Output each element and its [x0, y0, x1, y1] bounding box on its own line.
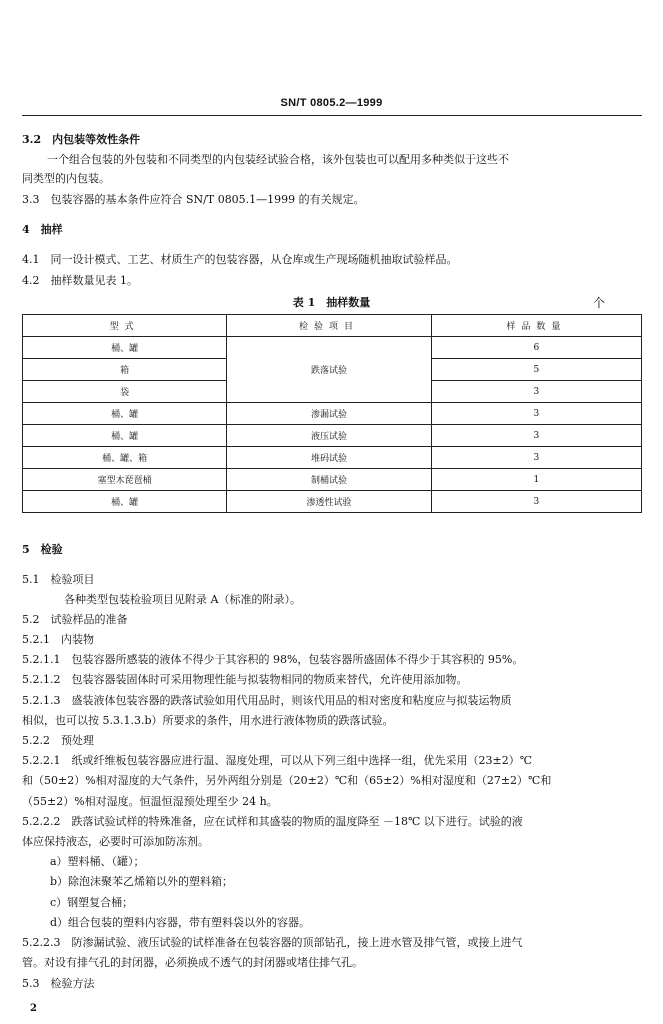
- cell-type: 塞型木琵琶桶: [23, 469, 227, 491]
- cell-test: 渗漏试验: [227, 403, 431, 425]
- cell-qty: 3: [431, 403, 641, 425]
- table-header-row: [23, 315, 642, 337]
- cell-type: 桶、罐: [23, 403, 227, 425]
- clause-5-2-1-3: 5.2.1.3 盛装液体包装容器的跌落试验如用代用品时，则该代用品的相对密度和粘度应与拟装运物质: [22, 694, 512, 707]
- page-number: 2: [30, 1003, 37, 1014]
- cell-type: 袋: [23, 381, 227, 403]
- cell-qty: 1: [431, 469, 641, 491]
- clause-5-2-2-2: 5.2.2.2 跌落试验试样的特殊准备，应在试样和其盛装的物质的温度降至 －18℃ 以下进行。试验的液: [22, 815, 523, 828]
- header-rule: [22, 115, 642, 116]
- list-item: c）钢塑复合桶；: [50, 896, 134, 909]
- clause-5-2-2-1: 5.2.2.1 纸或纤维板包装容器应进行温、湿度处理，可以从下列三组中选择一组，优先采用（23±2）℃: [22, 754, 532, 767]
- paragraph-line: 和（50±2）%相对湿度的大气条件，另外两组分别是（20±2）℃和（65±2）%相对湿度和（27±2）℃和: [22, 774, 552, 787]
- paragraph-line: 一个组合包装的外包装和不同类型的内包装经试验合格，该外包装也可以配用多种类似于这些不: [47, 153, 509, 166]
- clause-5-2-1: 5.2.1 内装物: [22, 633, 94, 646]
- table-row: [23, 447, 642, 469]
- table-row: [23, 425, 642, 447]
- list-item: b）除泡沫聚苯乙烯箱以外的塑料箱；: [50, 875, 234, 888]
- header-sample-qty: 样品数量: [431, 315, 641, 337]
- header-test-item: 检验项目: [227, 315, 431, 337]
- clause-5-1: 5.1 检验项目: [22, 573, 95, 586]
- cell-qty: 3: [431, 425, 641, 447]
- cell-type: 桶、罐: [23, 491, 227, 513]
- clause-5-2: 5.2 试验样品的准备: [22, 613, 128, 626]
- cell-type: 箱: [23, 359, 227, 381]
- clause-3-3: 3.3 包装容器的基本条件应符合 SN/T 0805.1—1999 的有关规定。: [22, 193, 365, 206]
- paragraph-line: 各种类型包装检验项目见附录 A（标准的附录）。: [64, 593, 301, 606]
- cell-type: 桶、罐、箱: [23, 447, 227, 469]
- clause-3-2: 3.2 内包装等效性条件: [22, 133, 141, 146]
- cell-qty: 3: [431, 381, 641, 403]
- cell-test: 渗透性试验: [227, 491, 431, 513]
- cell-test: 堆码试验: [227, 447, 431, 469]
- paragraph-line: 相似，也可以按 5.3.1.3.b）所要求的条件，用水进行液体物质的跌落试验。: [22, 714, 394, 727]
- standard-code-header: SN/T 0805.2—1999: [280, 97, 383, 109]
- cell-qty: 3: [431, 447, 641, 469]
- cell-type: 桶、罐: [23, 337, 227, 359]
- paragraph-line: （55±2）%相对湿度。恒温恒湿预处理至少 24 h。: [22, 795, 278, 808]
- table-row: [23, 469, 642, 491]
- clause-4-2: 4.2 抽样数量见表 1。: [22, 274, 138, 287]
- table-row: [23, 491, 642, 513]
- paragraph-line: 同类型的内包装。: [22, 172, 110, 185]
- cell-qty: 6: [431, 337, 641, 359]
- clause-5-2-2-3: 5.2.2.3 防渗漏试验、液压试验的试样准备在包装容器的顶部钻孔，接上进水管及排气管，或接上进气: [22, 936, 523, 949]
- table-title: 表 1 抽样数量: [292, 296, 371, 309]
- header-type: 型式: [23, 315, 227, 337]
- cell-test: 液压试验: [227, 425, 431, 447]
- cell-type: 桶、罐: [23, 425, 227, 447]
- cell-test: 制桶试验: [227, 469, 431, 491]
- paragraph-line: 管。对设有排气孔的封闭器，必须换成不透气的封闭器或堵住排气孔。: [22, 956, 363, 969]
- clause-5-2-2: 5.2.2 预处理: [22, 734, 94, 747]
- clause-5-2-1-2: 5.2.1.2 包装容器装固体时可采用物理性能与拟装物相同的物质来替代，允许使用添加物。: [22, 673, 468, 686]
- paragraph-line: 体应保持液态，必要时可添加防冻剂。: [22, 835, 209, 848]
- list-item: a）塑料桶、（罐）；: [50, 855, 145, 868]
- list-item: d）组合包装的塑料内容器，带有塑料袋以外的容器。: [50, 916, 311, 929]
- table-row: [23, 403, 642, 425]
- table-unit: 个: [593, 296, 606, 310]
- clause-4-1: 4.1 同一设计模式、工艺、材质生产的包装容器，从仓库或生产现场随机抽取试验样品。: [22, 253, 458, 266]
- clause-5-3: 5.3 检验方法: [22, 977, 95, 990]
- clause-5-2-1-1: 5.2.1.1 包装容器所感装的液体不得少于其容积的 98%，包装容器所盛固体不得少于其容积的 95%。: [22, 653, 524, 666]
- cell-qty: 5: [431, 359, 641, 381]
- sampling-table: [22, 314, 642, 513]
- section-5-heading: 5 检验: [22, 543, 63, 556]
- section-4-heading: 4 抽样: [22, 223, 63, 236]
- cell-qty: 3: [431, 491, 641, 513]
- cell-test-merged: 跌落试验: [227, 337, 431, 403]
- table-row: [23, 337, 642, 359]
